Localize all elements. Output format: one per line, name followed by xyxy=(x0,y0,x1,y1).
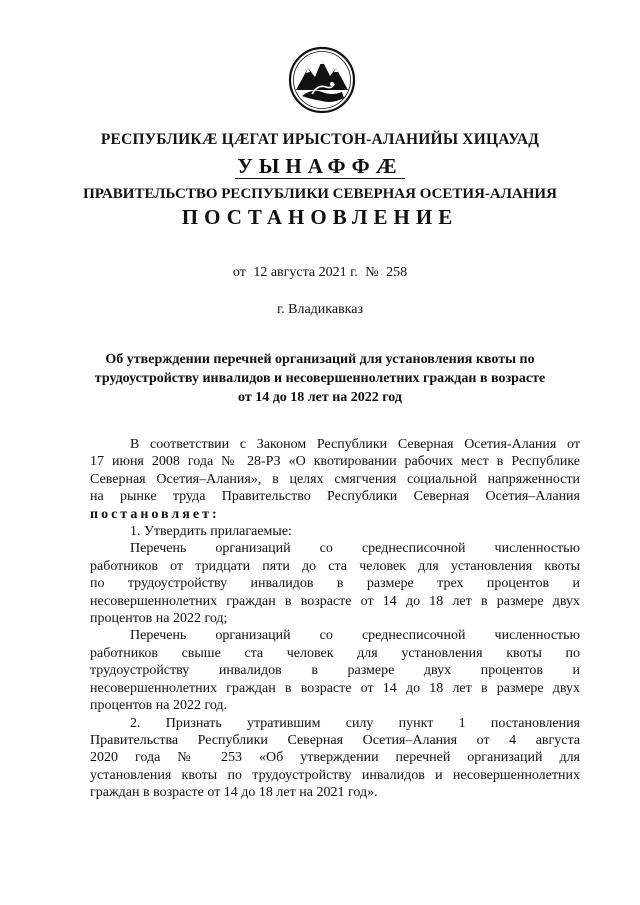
body-line: 17 июня 2008 года № 28-РЗ «О квотировании рабочих мест в Республике xyxy=(90,454,580,470)
body-line: В соответствии с Законом Республики Северная Осетия-Алания от xyxy=(130,437,580,452)
list-1-line: процентов на 2022 год; xyxy=(90,611,228,627)
item-1: 1. Утвердить прилагаемые: xyxy=(130,524,292,540)
number-sign: № xyxy=(365,265,379,280)
decree-date-line xyxy=(0,265,640,281)
list-2-line: процентов на 2022 год. xyxy=(90,698,228,714)
list-1-line: работников от тридцати пяти до ста человек для установления квоты xyxy=(90,558,580,574)
item-2-line: 2020 года № 253 «Об утверждении перечней организаций для xyxy=(90,750,580,766)
resolves-word: постановляет: xyxy=(90,506,220,522)
list-2-line: работников свыше ста человек для установления квоты по xyxy=(90,645,580,661)
item-2-line: установления квоты по трудоустройству инвалидов и несовершеннолетних xyxy=(90,767,580,783)
item-2-line: 2. Признать утратившим силу пункт 1 постановления xyxy=(130,715,580,731)
decree-date: 12 августа 2021 г. xyxy=(253,265,358,280)
item-2-line: граждан в возрасте от 14 до 18 лет на 2021 год». xyxy=(90,785,378,801)
list-1-line: несовершеннолетних граждан в возрасте от 14 до 18 лет в размере двух xyxy=(90,593,580,609)
decree-number: 258 xyxy=(386,265,408,280)
list-1-line: Перечень организаций со среднесписочной численностью xyxy=(130,541,580,557)
list-2-line: несовершеннолетних граждан в возрасте от 14 до 18 лет в размере двух xyxy=(90,680,580,696)
ossetian-decree-heading xyxy=(0,154,640,179)
title-line: от 14 до 18 лет на 2022 год xyxy=(238,390,402,405)
date-prefix: от xyxy=(232,265,246,280)
ossetian-government-heading: РЕСПУБЛИКӔ ЦӔГАТ ИРЫСТОН-АЛАНИЙЫ ХИЦАУАД xyxy=(100,131,540,148)
title-line: трудоустройству инвалидов и несовершеннолетних граждан в возрасте xyxy=(94,371,546,386)
coat-of-arms-emblem xyxy=(288,46,356,114)
body-line: Северная Осетия–Алания», в целях смягчения социальной напряженности xyxy=(90,471,580,487)
item-2-line: Правительства Республики Северная Осетия–Алания от 4 августа xyxy=(90,732,580,748)
decree-title xyxy=(0,350,640,407)
body-line: на рынке труда Правительство Республики Северная Осетия–Алания xyxy=(90,489,580,505)
list-1-line: по трудоустройству инвалидов в размере трех процентов и xyxy=(90,576,580,592)
government-heading: ПРАВИТЕЛЬСТВО РЕСПУБЛИКИ СЕВЕРНАЯ ОСЕТИЯ-АЛАНИЯ xyxy=(83,186,557,202)
list-2-line: Перечень организаций со среднесписочной численностью xyxy=(130,628,580,644)
title-line: Об утверждении перечней организаций для установления квоты по xyxy=(105,352,535,367)
decree-body xyxy=(90,436,580,802)
list-2-line: трудоустройству инвалидов в размере двух процентов и xyxy=(90,663,580,679)
ossetian-decree-word: УЫНАФФӔ xyxy=(237,154,403,178)
decree-heading: ПОСТАНОВЛЕНИЕ xyxy=(181,205,459,229)
city-name: г. Владикавказ xyxy=(276,302,364,317)
